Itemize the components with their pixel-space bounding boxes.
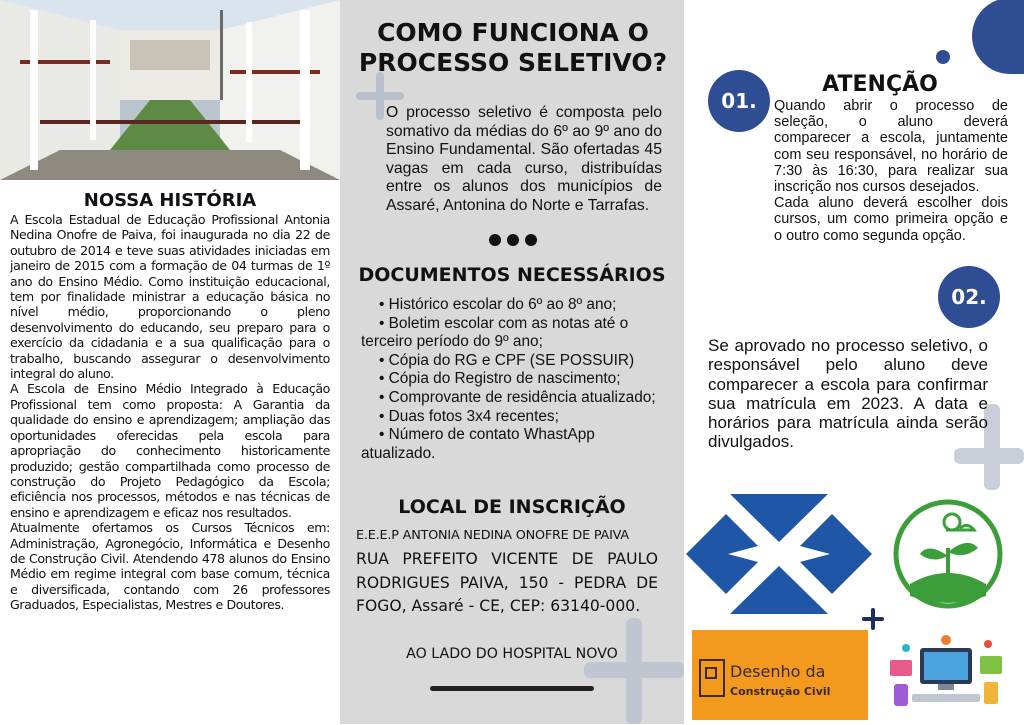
informatics-logo	[876, 630, 1016, 720]
approved-text: Se aprovado no processo seletivo, o responsável pelo aluno deve comparecer a escola para confirmar sua matrícula em 2023. A data e horários para matrícula ainda serão divulgados.	[708, 336, 988, 452]
history-paragraph: Atualmente ofertamos os Cursos Técnicos em: Administração, Agronegócio, Informática e Desenho de Construção Civil. Atendendo 478 alunos do Ensino Médio em regime integral com base comum, técnica e diversificada, contando com 26 professores Graduados, Especialistas, Mestres e Doutores.	[10, 520, 330, 613]
documents-list	[361, 296, 661, 463]
attention-title: ATENÇÃO	[822, 72, 938, 97]
circle-decoration	[936, 50, 950, 64]
left-panel	[0, 0, 340, 724]
civil-construction-logo	[692, 630, 868, 720]
step-two-badge: 02.	[938, 266, 1000, 328]
list-item: • Número de contato WhastApp atualizado.	[361, 426, 595, 462]
school-photo	[0, 0, 340, 180]
agribusiness-logo	[880, 492, 1016, 616]
logo-text: Construção Civil	[730, 685, 831, 698]
list-item: • Cópia do Registro de nascimento;	[379, 370, 621, 388]
list-item: • Comprovante de residência atualizado;	[379, 388, 656, 406]
attention-body	[774, 98, 1008, 244]
plus-decoration-icon	[584, 618, 684, 724]
local-reference: AO LADO DO HOSPITAL NOVO	[406, 646, 618, 662]
logo-text: Desenho da	[730, 662, 826, 681]
attention-paragraph: Quando abrir o processo de seleção, o aluno deverá comparecer a escola, juntamente com seu responsável, no horário de 7:30 às 16:30, para realizar sua inscrição nos cursos desejados.	[774, 98, 1008, 196]
dots-separator	[489, 233, 543, 251]
history-title: NOSSA HISTÓRIA	[83, 190, 257, 211]
list-item: • Cópia do RG e CPF (SE POSSUIR)	[379, 351, 635, 369]
process-title: COMO FUNCIONA O PROCESSO SELETIVO?	[358, 18, 668, 77]
plus-decoration-icon	[862, 608, 884, 630]
local-school-name: E.E.E.P ANTONIA NEDINA ONOFRE DE PAIVA	[356, 528, 629, 543]
divider	[430, 686, 594, 691]
local-address: RUA PREFEITO VICENTE DE PAULO RODRIGUES PAIVA, 150 - PEDRA DE FOGO, Assaré - CE, CEP: 63140-000.	[356, 550, 658, 615]
history-body	[10, 212, 330, 613]
list-item: • Histórico escolar do 6º ao 8º ano;	[379, 296, 617, 313]
administration-logo	[686, 492, 872, 616]
attention-paragraph: Cada aluno deverá escolher dois cursos, um como primeira opção e o outro como segunda opção.	[774, 195, 1008, 244]
process-text: O processo seletivo é composta pelo somativo da médias do 6º ao 9º ano do Ensino Fundamental. São ofertadas 45 vagas em cada curso, distribuídas entre os alunos dos municípios de Assaré, Antonina do Norte e Tarrafas.	[386, 104, 662, 214]
documents-title: DOCUMENTOS NECESSÁRIOS	[358, 264, 666, 286]
history-paragraph: A Escola Estadual de Educação Profissional Antonia Nedina Onofre de Paiva, foi inaugurada no dia 22 de outubro de 2014 e teve suas atividades iniciadas em janeiro de 2015 com a formação de 04 turmas de 1º ano do Ensino Médio. Como instituição educacional, tem por finalidade ministrar a educação básica no nível médio, proporcionando o pleno desenvolvimento do educando, seu preparo para o exercício da cidadania e a sua qualificação para o trabalho, buscando assegurar o desenvolvimento integral do aluno.	[10, 212, 330, 382]
history-paragraph: A Escola de Ensino Médio Integrado à Educação Profissional tem como proposta: A Garantia da qualidade do ensino e aprendizagem; ampliação das oportunidades oferecidas pela escola para apropriação do conhecimento historicamente produzido; gestão compartilhada como processo de construção do Projeto Pedagógico da Escola; eficiência nos processos, métodos e nas técnicas de ensino e aprendizagem e eficaz nos resultados.	[10, 381, 330, 520]
list-item: • Boletim escolar com as notas até o terceiro período do 9º ano;	[361, 314, 629, 351]
local-title: LOCAL DE INSCRIÇÃO	[398, 496, 626, 518]
list-item: • Duas fotos 3x4 recentes;	[379, 407, 559, 425]
step-one-badge: 01.	[708, 70, 770, 132]
